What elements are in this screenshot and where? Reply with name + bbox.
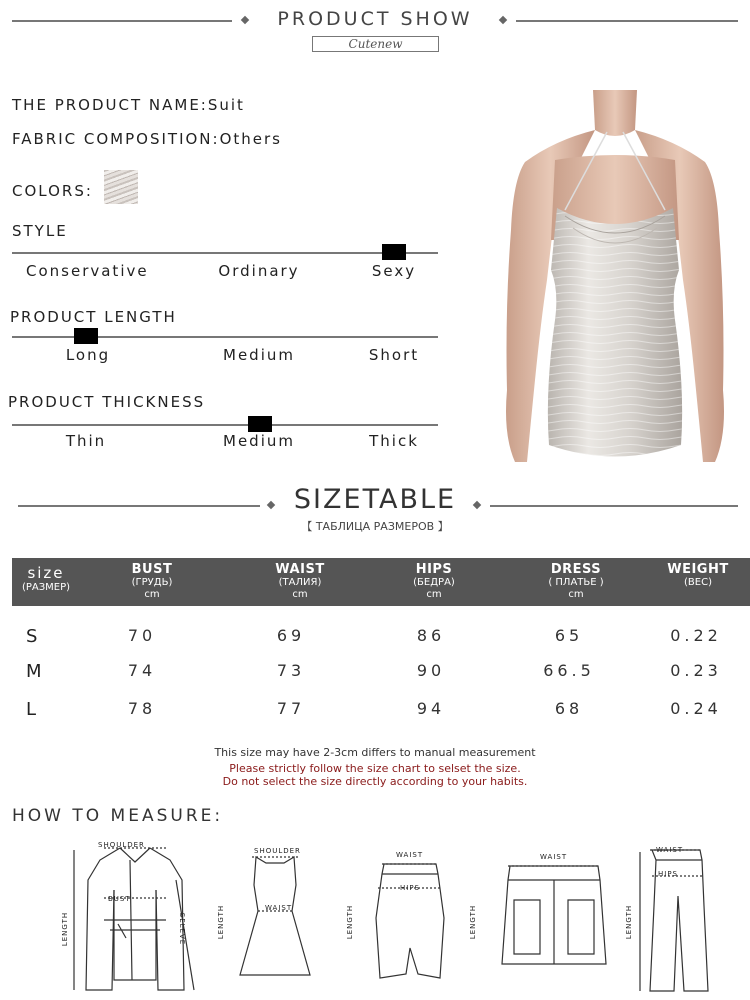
style-option-conservative: Conservative (26, 262, 149, 280)
how-to-measure-title: HOW TO MEASURE: (12, 806, 224, 826)
label-hips-1: HIPS (400, 884, 420, 892)
label-length-1: LENGTH (61, 911, 70, 947)
thickness-title: PRODUCT THICKNESS (8, 393, 206, 411)
cell-bust: 78 (127, 699, 157, 718)
style-title: STYLE (12, 222, 68, 240)
skirt-diagram (370, 858, 450, 988)
cell-bust: 74 (127, 661, 157, 680)
thickness-option-thick: Thick (369, 432, 419, 450)
label-hips-2: HIPS (658, 870, 678, 878)
col-dress: DRESS ( ПЛАТЬЕ ) cm (548, 562, 604, 600)
size-table-header (12, 558, 750, 606)
col-hips: HIPS (БЕДРА) cm (413, 562, 455, 600)
color-swatch-silver[interactable] (104, 170, 138, 204)
col-weight: WEIGHT (ВЕС) (667, 562, 729, 588)
cell-weight: 0.22 (670, 626, 722, 645)
col-waist: WAIST (ТАЛИЯ) cm (275, 562, 325, 600)
cell-waist: 77 (276, 699, 306, 718)
length-title: PRODUCT LENGTH (10, 308, 177, 326)
thickness-option-thin: Thin (65, 432, 107, 450)
pants-diagram (636, 846, 716, 996)
thickness-scale-track (12, 424, 438, 426)
label-waist-3: WAIST (540, 853, 568, 861)
fabric-label: FABRIC COMPOSITION: (12, 130, 220, 148)
label-length-3: LENGTH (346, 904, 355, 940)
length-option-medium: Medium (223, 346, 295, 364)
colors-label: COLORS: (12, 182, 93, 200)
label-waist-1: WAIST (265, 904, 293, 912)
length-option-short: Short (368, 346, 420, 364)
label-bust: BUST (108, 895, 131, 903)
label-sleeve: SELEVE (178, 912, 187, 946)
cell-bust: 70 (127, 626, 157, 645)
sizetable-subtitle: 【 ТАБЛИЦА РАЗМЕРОВ 】 (301, 520, 449, 533)
mini-skirt-diagram (494, 860, 614, 980)
cell-waist: 73 (276, 661, 306, 680)
style-scale-track (12, 252, 438, 254)
cell-hips: 90 (416, 661, 446, 680)
product-name-value: Suit (207, 96, 245, 114)
cell-hips: 94 (416, 699, 446, 718)
product-name-label: THE PRODUCT NAME: (12, 96, 208, 114)
label-shoulder-2: SHOULDER (254, 847, 301, 855)
label-length-5: LENGTH (625, 904, 634, 940)
page-title: PRODUCT SHOW (277, 8, 473, 30)
sizetable-title: SIZETABLE (293, 484, 457, 515)
length-scale-marker (74, 328, 98, 344)
label-shoulder-1: SHOULDER (98, 841, 145, 849)
row-size-label: L (26, 699, 37, 720)
style-option-ordinary: Ordinary (218, 262, 300, 280)
style-option-sexy: Sexy (371, 262, 417, 280)
measurement-note: This size may have 2-3cm differs to manual measurement (214, 746, 536, 759)
product-name-row (12, 96, 245, 114)
dress-diagram (230, 855, 320, 985)
cell-waist: 69 (276, 626, 306, 645)
fabric-value: Others (219, 130, 282, 148)
fabric-row (12, 130, 282, 148)
label-length-4: LENGTH (469, 904, 478, 940)
col-bust: BUST (ГРУДЬ) cm (131, 562, 173, 600)
cell-hips: 86 (416, 626, 446, 645)
cell-dress: 65 (554, 626, 584, 645)
label-length-2: LENGTH (217, 904, 226, 940)
brand-label: Cutenew (312, 36, 439, 52)
row-size-label: M (26, 661, 42, 682)
length-option-long: Long (65, 346, 111, 364)
cell-weight: 0.23 (670, 661, 722, 680)
thickness-scale-marker (248, 416, 272, 432)
cell-weight: 0.24 (670, 699, 722, 718)
style-scale-marker (382, 244, 406, 260)
label-waist-2: WAIST (396, 851, 424, 859)
label-waist-4: WAIST (656, 846, 684, 854)
cell-dress: 66.5 (543, 661, 595, 680)
cell-dress: 68 (554, 699, 584, 718)
col-size: size (РАЗМЕР) (21, 564, 71, 593)
warning-line-2: Do not select the size directly according to your habits. (222, 775, 528, 788)
warning-line-1: Please strictly follow the size chart to selset the size. (229, 762, 521, 775)
product-photo (495, 90, 735, 470)
thickness-option-medium: Medium (223, 432, 295, 450)
row-size-label: S (26, 626, 38, 647)
